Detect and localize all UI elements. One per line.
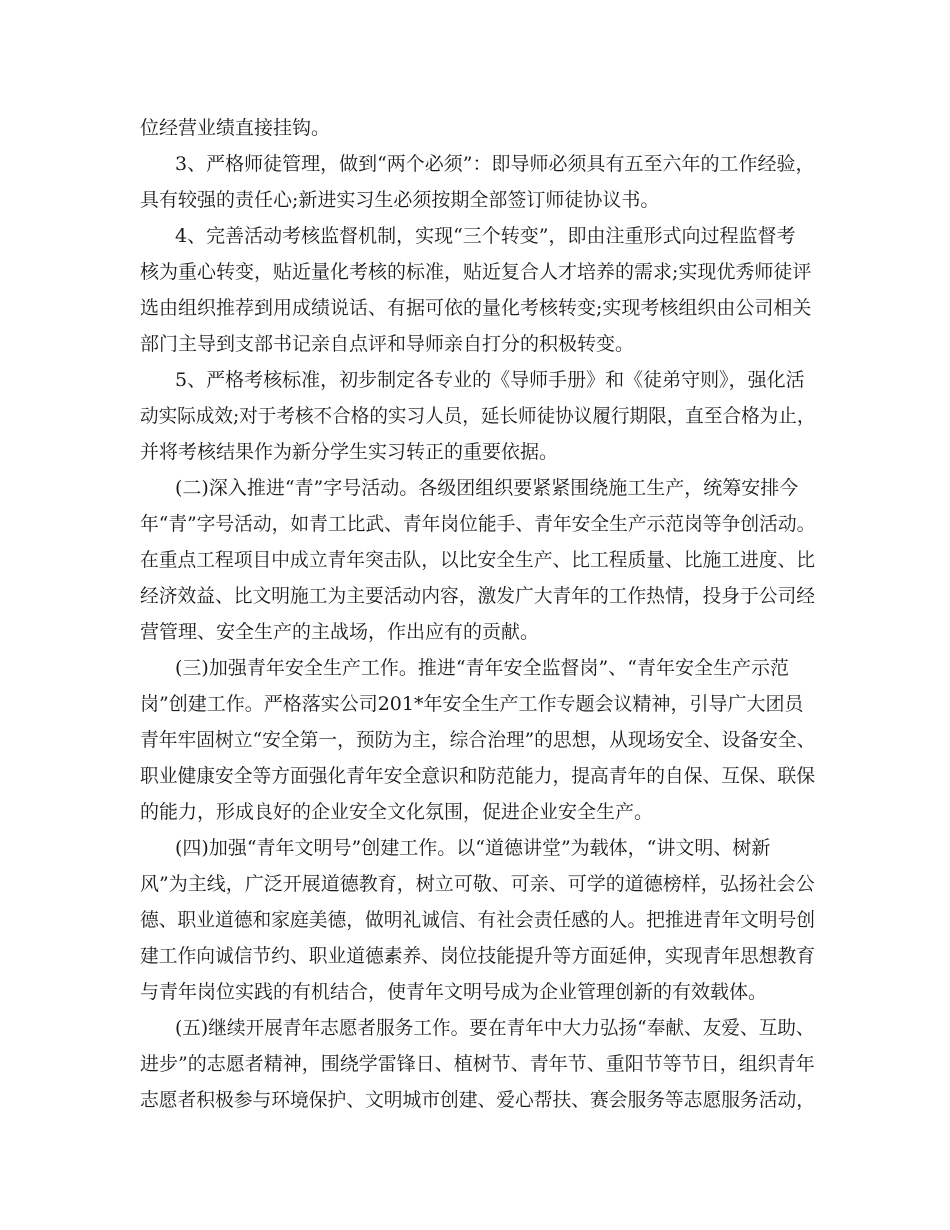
text-line: 职业健康安全等方面强化青年安全意识和防范能力，提高青年的自保、互保、联保 xyxy=(140,765,815,787)
text-line: 经济效益、比文明施工为主要活动内容，激发广大青年的工作热情，投身于公司经 xyxy=(140,585,815,607)
text-line: 选由组织推荐到用成绩说话、有据可依的量化考核转变;实现考核组织由公司相关 xyxy=(140,297,812,319)
text-line: 5、严格考核标准，初步制定各专业的《导师手册》和《徒弟守则》，强化活 xyxy=(175,369,805,391)
text-line: 在重点工程项目中成立青年突击队，以比安全生产、比工程质量、比施工进度、比 xyxy=(140,549,815,571)
text-line: 风”为主线，广泛开展道德教育，树立可敬、可亲、可学的道德榜样，弘扬社会公 xyxy=(140,873,815,895)
text-line: 营管理、安全生产的主战场，作出应有的贡献。 xyxy=(140,621,540,643)
text-line: (二)深入推进“青”字号活动。各级团组织要紧紧围绕施工生产，统筹安排今 xyxy=(175,477,799,499)
text-line: 与青年岗位实践的有机结合，使青年文明号成为企业管理创新的有效载体。 xyxy=(140,981,768,1003)
text-line: (三)加强青年安全生产工作。推进“青年安全监督岗”、“青年安全生产示范 xyxy=(175,657,789,679)
text-line: 岗”创建工作。严格落实公司201*年安全生产工作专题会议精神，引导广大团员 xyxy=(140,693,804,715)
text-line: 建工作向诚信节约、职业道德素养、岗位技能提升等方面延伸，实现青年思想教育 xyxy=(140,945,815,967)
text-line: 并将考核结果作为新分学生实习转正的重要依据。 xyxy=(140,441,559,463)
text-line: 德、职业道德和家庭美德，做明礼诚信、有社会责任感的人。把推进青年文明号创 xyxy=(140,909,815,931)
text-line: 核为重心转变，贴近量化考核的标准，贴近复合人才培养的需求;实现优秀师徒评 xyxy=(140,261,812,283)
text-line: (四)加强“青年文明号”创建工作。以“道德讲堂”为载体，“讲文明、树新 xyxy=(175,837,771,859)
text-line: 部门主导到支部书记亲自点评和导师亲自打分的积极转变。 xyxy=(140,333,635,355)
text-line: 4、完善活动考核监督机制，实现“三个转变”，即由注重形式向过程监督考 xyxy=(175,225,796,247)
text-line: 青年牢固树立“安全第一，预防为主，综合治理”的思想，从现场安全、设备安全、 xyxy=(140,729,816,751)
text-line: 的能力，形成良好的企业安全文化氛围，促进企业安全生产。 xyxy=(140,801,654,823)
text-line: 动实际成效;对于考核不合格的实习人员，延长师徒协议履行期限，直至合格为止， xyxy=(140,405,816,427)
text-line: 志愿者积极参与环境保护、文明城市创建、爱心帮扶、赛会服务等志愿服务活动， xyxy=(140,1089,815,1111)
text-line: 具有较强的责任心;新进实习生必须按期全部签订师徒协议书。 xyxy=(140,189,660,211)
text-line: 进步”的志愿者精神，围绕学雷锋日、植树节、青年节、重阳节等节日，组织青年 xyxy=(140,1053,815,1075)
text-line: 年“青”字号活动，如青工比武、青年岗位能手、青年安全生产示范岗等争创活动。 xyxy=(140,513,816,535)
text-line: 位经营业绩直接挂钩。 xyxy=(140,117,331,139)
text-line: 3、严格师徒管理，做到“两个必须”：即导师必须具有五至六年的工作经验， xyxy=(175,153,815,175)
text-line: (五)继续开展青年志愿者服务工作。要在青年中大力弘扬“奉献、友爱、互助、 xyxy=(175,1017,815,1039)
